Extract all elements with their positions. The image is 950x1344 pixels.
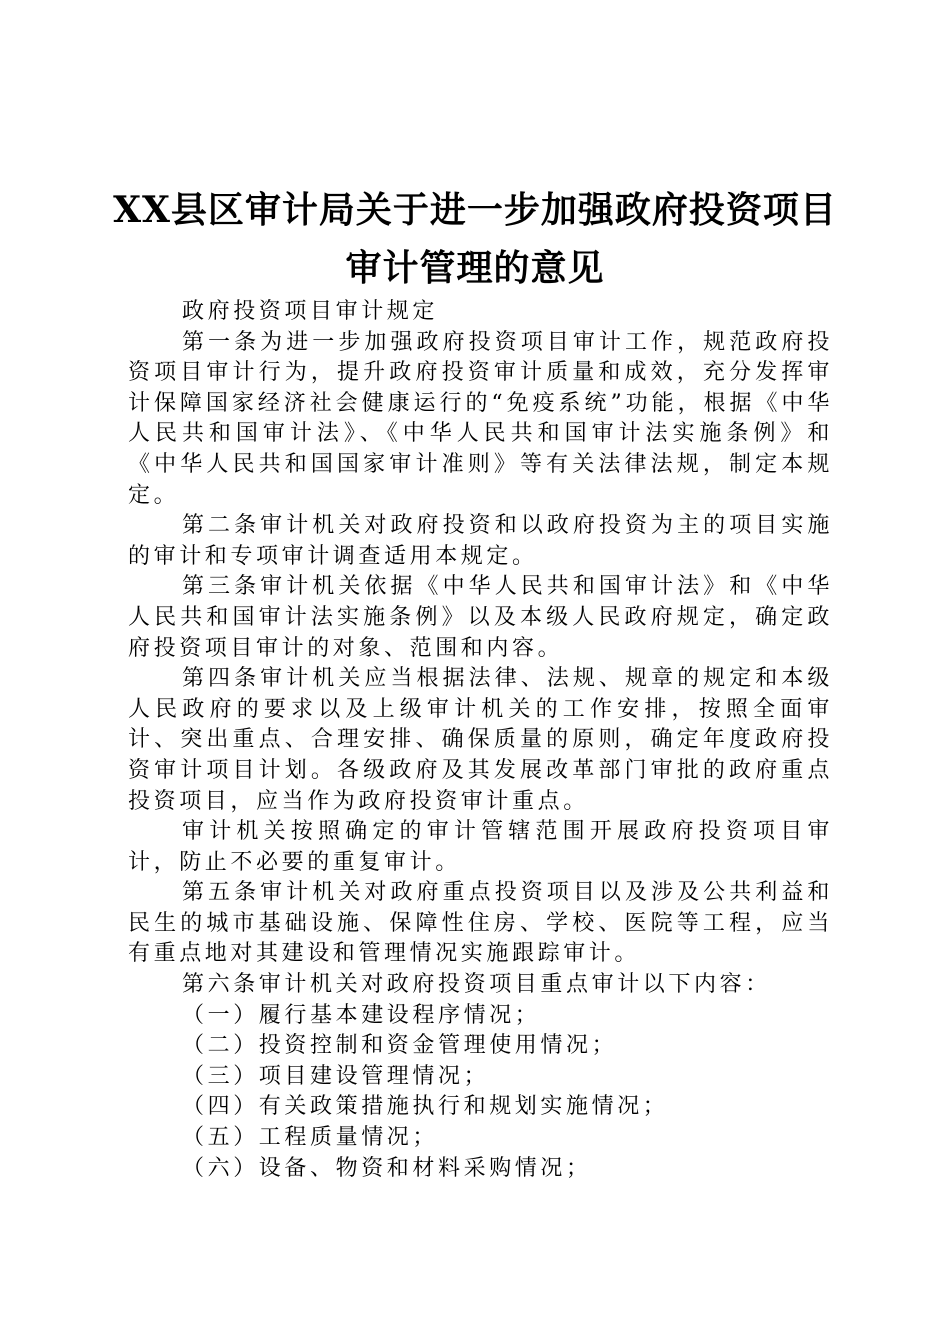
- article-2-paragraph: 第二条审计机关对政府投资和以政府投资为主的项目实施的审计和专项审计调查适用本规定。: [128, 513, 833, 569]
- article-1-paragraph: 第一条为进一步加强政府投资项目审计工作，规范政府投资项目审计行为，提升政府投资审计质量和成效，充分发挥审计保障国家经济社会健康运行的“免疫系统”功能，根据《中华人民共和国审计法》、《中华人民共和国审计法实施条例》和《中华人民共和国国家审计准则》等有关法律法规，制定本规定。: [128, 329, 833, 508]
- article-6-item-1: （一）履行基本建设程序情况；: [182, 1002, 541, 1028]
- article-6-item-5: （五）工程质量情况；: [182, 1125, 439, 1151]
- document-title-line-1: XX县区审计局关于进一步加强政府投资项目: [113, 189, 837, 231]
- article-5-paragraph: 第五条审计机关对政府重点投资项目以及涉及公共利益和民生的城市基础设施、保障性住房、学校、医院等工程，应当有重点地对其建设和管理情况实施跟踪审计。: [128, 880, 833, 967]
- article-6-item-6: （六）设备、物资和材料采购情况；: [182, 1155, 592, 1181]
- article-6-item-3: （三）项目建设管理情况；: [182, 1063, 490, 1089]
- article-6-item-4: （四）有关政策措施执行和规划实施情况；: [182, 1094, 669, 1120]
- section-heading: 政府投资项目审计规定: [182, 299, 439, 324]
- article-6-paragraph: 第六条审计机关对政府投资项目重点审计以下内容：: [182, 972, 771, 998]
- article-6-item-2: （二）投资控制和资金管理使用情况；: [182, 1033, 618, 1059]
- article-3-paragraph: 第三条审计机关依据《中华人民共和国审计法》和《中华人民共和国审计法实施条例》以及本级人民政府规定，确定政府投资项目审计的对象、范围和内容。: [128, 574, 833, 661]
- article-4-continuation-paragraph: 审计机关按照确定的审计管辖范围开展政府投资项目审计，防止不必要的重复审计。: [128, 819, 833, 875]
- document-body: [128, 297, 833, 1184]
- article-4-paragraph: 第四条审计机关应当根据法律、法规、规章的规定和本级人民政府的要求以及上级审计机关的工作安排，按照全面审计、突出重点、合理安排、确保质量的原则，确定年度政府投资审计项目计划。各级政府及其发展改革部门审批的政府重点投资项目，应当作为政府投资审计重点。: [128, 666, 833, 814]
- document-title-line-2: 审计管理的意见: [345, 247, 605, 289]
